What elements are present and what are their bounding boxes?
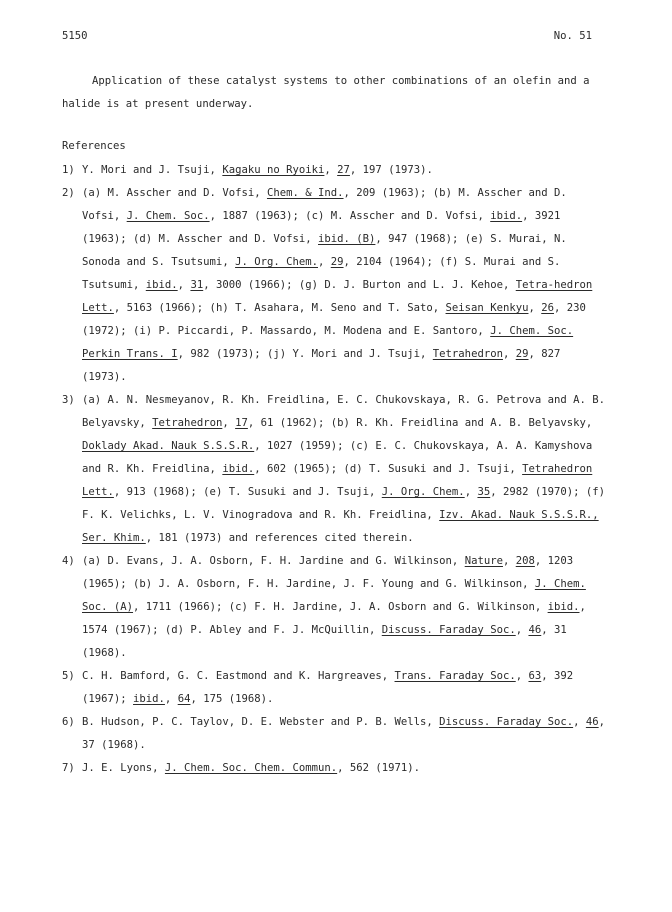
citation-underlined: 29: [330, 256, 344, 268]
reference-item: [62, 665, 610, 711]
citation-segment: , 1887 (1963); (c) M. Asscher and D. Vofsi,: [209, 210, 491, 222]
citation-segment: (a) A. N. Nesmeyanov, R. Kh. Freidlina, E. C. Chukovskaya, R. G. Petrova and A. B. Belyavsky,: [82, 394, 605, 429]
reference-text: [82, 159, 610, 182]
citation-segment: , 3000 (1966); (g) D. J. Burton and L. J. Kehoe,: [203, 279, 516, 291]
references-heading: References: [62, 140, 126, 152]
citation-segment: , 230 (1972); (i) P. Piccardi, P. Massardo, M. Modena and E. Santoro,: [82, 302, 586, 337]
citation-underlined: ibid.: [490, 210, 523, 222]
citation-segment: , 1574 (1967); (d) P. Abley and F. J. McQuillin,: [82, 601, 586, 636]
citation-underlined: Tetra-hedron Lett.: [82, 279, 593, 314]
citation-underlined: 29: [515, 348, 529, 360]
citation-underlined: Kagaku no Ryoiki: [222, 164, 325, 176]
reference-text: [82, 182, 610, 389]
citation-underlined: 17: [235, 417, 248, 429]
citation-underlined: J. Chem. Soc. (A): [82, 578, 586, 613]
citation-segment: ,: [464, 486, 478, 498]
reference-item: [62, 711, 610, 757]
citation-segment: C. H. Bamford, G. C. Eastmond and K. Hargreaves,: [82, 670, 395, 682]
page-number: 5150: [62, 30, 88, 42]
reference-item: [62, 182, 610, 389]
citation-segment: ,: [164, 693, 178, 705]
reference-text: [82, 757, 610, 780]
citation-underlined: Izv. Akad. Nauk S.S.S.R., Ser. Khim.: [82, 509, 599, 544]
reference-text: [82, 711, 610, 757]
citation-underlined: J. Chem. Soc. Perkin Trans. I: [82, 325, 574, 360]
citation-segment: , 61 (1962); (b) R. Kh. Freidlina and A. B. Belyavsky,: [247, 417, 593, 429]
citation-segment: , 181 (1973) and references cited therein.: [145, 532, 414, 544]
reference-item: [62, 389, 610, 550]
citation-segment: ,: [222, 417, 236, 429]
reference-item: [62, 550, 610, 665]
citation-segment: , 175 (1968).: [190, 693, 274, 705]
reference-number: 6): [62, 716, 75, 728]
citation-underlined: 64: [177, 693, 191, 705]
citation-underlined: 46: [528, 624, 542, 636]
citation-underlined: Discuss. Faraday Soc.: [381, 624, 516, 636]
citation-segment: (a) M. Asscher and D. Vofsi,: [82, 187, 267, 199]
citation-segment: ,: [515, 670, 529, 682]
citation-underlined: 27: [337, 164, 350, 176]
citation-underlined: 208: [515, 555, 535, 567]
citation-segment: , 5163 (1966); (h) T. Asahara, M. Seno and T. Sato,: [113, 302, 446, 314]
citation-segment: B. Hudson, P. C. Taylov, D. E. Webster and P. B. Wells,: [82, 716, 440, 728]
reference-number: 2): [62, 187, 75, 199]
citation-underlined: J. Chem. Soc. Chem. Commun.: [164, 762, 338, 774]
citation-segment: , 913 (1968); (e) T. Susuki and J. Tsuji,: [113, 486, 382, 498]
citation-segment: , 602 (1965); (d) T. Susuki and J. Tsuji,: [254, 463, 523, 475]
citation-underlined: Tetrahedron: [152, 417, 223, 429]
citation-underlined: 26: [541, 302, 554, 314]
citation-segment: ,: [318, 256, 331, 268]
citation-segment: , 827 (1973).: [82, 348, 561, 383]
citation-segment: ,: [573, 716, 586, 728]
citation-underlined: 31: [190, 279, 204, 291]
citation-segment: , 562 (1971).: [337, 762, 421, 774]
citation-underlined: ibid. (B): [318, 233, 376, 245]
reference-text: [82, 550, 610, 665]
citation-segment: , 1203 (1965); (b) J. A. Osborn, F. H. Jardine, J. F. Young and G. Wilkinson,: [82, 555, 574, 590]
intro-paragraph: [62, 70, 602, 116]
citation-segment: , 947 (1968); (e) S. Murai, N. Sonoda and S. Tsutsumi,: [82, 233, 567, 268]
reference-text: [82, 665, 610, 711]
citation-segment: , 197 (1973).: [349, 164, 433, 176]
citation-segment: , 1711 (1966); (c) F. H. Jardine, J. A. Osborn and G. Wilkinson,: [133, 601, 548, 613]
citation-segment: ,: [502, 348, 516, 360]
citation-segment: ,: [177, 279, 191, 291]
citation-underlined: ibid.: [222, 463, 255, 475]
citation-segment: , 2104 (1964); (f) S. Murai and S. Tsutsumi,: [82, 256, 561, 291]
citation-segment: ,: [528, 302, 542, 314]
citation-underlined: J. Org. Chem.: [381, 486, 465, 498]
citation-segment: Y. Mori and J. Tsuji,: [82, 164, 223, 176]
citation-segment: , 37 (1968).: [82, 716, 606, 751]
citation-segment: , 31 (1968).: [82, 624, 567, 659]
citation-underlined: J. Org. Chem.: [235, 256, 318, 268]
citation-segment: , 392 (1967);: [82, 670, 574, 705]
citation-segment: ,: [324, 164, 338, 176]
citation-segment: , 1027 (1959); (c) E. C. Chukovskaya, A. A. Kamyshova and R. Kh. Freidlina,: [82, 440, 593, 475]
citation-segment: , 209 (1963); (b) M. Asscher and D. Vofsi,: [82, 187, 567, 222]
citation-segment: , 2982 (1970); (f) F. K. Velichks, L. V. Vinogradova and R. Kh. Freidlina,: [82, 486, 606, 521]
reference-list: [62, 159, 610, 780]
reference-number: 4): [62, 555, 75, 567]
reference-number: 5): [62, 670, 75, 682]
citation-underlined: 35: [477, 486, 491, 498]
citation-underlined: Nature: [464, 555, 503, 567]
reference-item: [62, 159, 610, 182]
reference-number: 1): [62, 164, 75, 176]
citation-underlined: 63: [528, 670, 542, 682]
citation-underlined: Discuss. Faraday Soc.: [439, 716, 574, 728]
intro-text: Application of these catalyst systems to other combinations of an olefin and a halide is at present underway.: [62, 75, 590, 110]
reference-item: [62, 757, 610, 780]
citation-underlined: Trans. Faraday Soc.: [394, 670, 516, 682]
citation-underlined: ibid.: [145, 279, 178, 291]
reference-number: 3): [62, 394, 75, 406]
citation-segment: J. E. Lyons,: [82, 762, 165, 774]
citation-underlined: Seisan Kenkyu: [445, 302, 529, 314]
citation-underlined: ibid.: [133, 693, 165, 705]
citation-segment: ,: [515, 624, 529, 636]
issue-number: No. 51: [553, 30, 592, 42]
citation-underlined: ibid.: [547, 601, 580, 613]
citation-underlined: Chem. & Ind.: [266, 187, 344, 199]
citation-underlined: Tetrahedron Lett.: [82, 463, 593, 498]
citation-segment: ,: [502, 555, 516, 567]
citation-segment: , 982 (1973); (j) Y. Mori and J. Tsuji,: [177, 348, 433, 360]
citation-underlined: Tetrahedron: [432, 348, 503, 360]
citation-underlined: J. Chem. Soc.: [126, 210, 210, 222]
citation-underlined: Doklady Akad. Nauk S.S.S.R.: [82, 440, 255, 452]
reference-text: [82, 389, 610, 550]
citation-segment: , 3921 (1963); (d) M. Asscher and D. Vofsi,: [82, 210, 561, 245]
citation-underlined: 46: [585, 716, 599, 728]
citation-segment: (a) D. Evans, J. A. Osborn, F. H. Jardine and G. Wilkinson,: [82, 555, 465, 567]
reference-number: 7): [62, 762, 75, 774]
